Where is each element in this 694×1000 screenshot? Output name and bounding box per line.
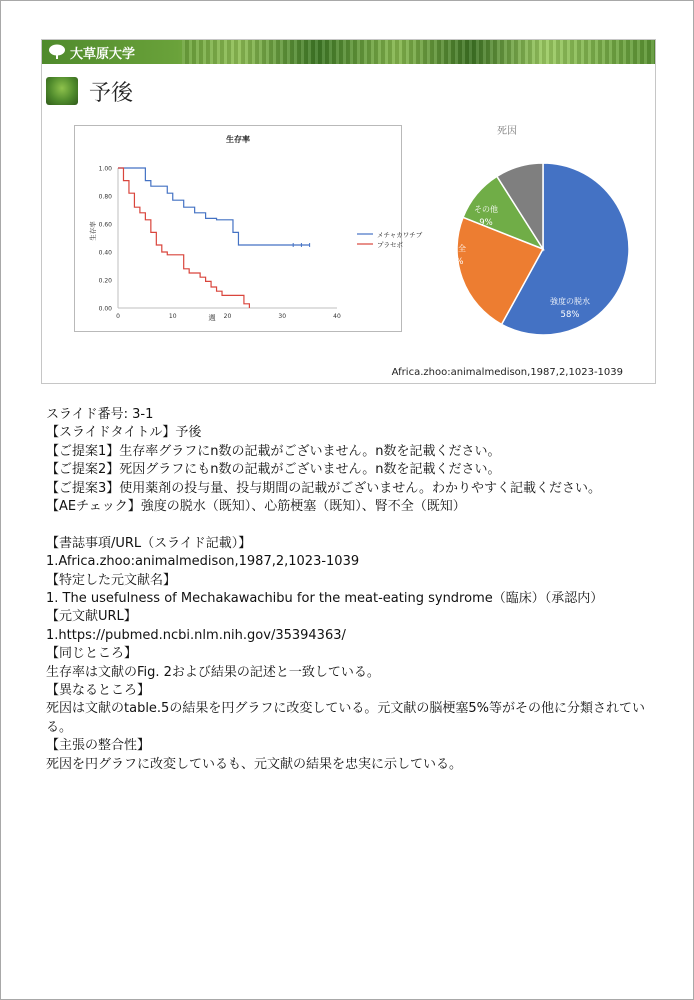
note-line: 【主張の整合性】 (46, 738, 151, 754)
pie-slice-label: その他 (474, 205, 498, 214)
note-line: スライド番号: 3-1 (46, 407, 154, 422)
blank-line (46, 516, 666, 534)
review-notes (46, 406, 666, 774)
survival-x-label: 週 (208, 314, 216, 322)
survival-y-tick-label: 1.00 (98, 165, 112, 173)
survival-x-tick-label: 10 (168, 313, 177, 320)
slide-title: 予後 (89, 81, 134, 106)
survival-chart-title: 生存率 (226, 135, 250, 144)
note-line: 【異なるところ】 (46, 683, 151, 699)
note-line: 生存率は文献のFig. 2および結果の記述と一致している。 (46, 664, 380, 680)
survival-y-label: 生存率 (89, 221, 97, 241)
note-line: 【スライドタイトル】予後 (46, 425, 202, 441)
note-line: 死因は文献のtable.5の結果を円グラフに改変している。元文献の脳梗塞5%等がその他に分類されている。 (46, 701, 645, 735)
note-line: 【同じところ】 (46, 646, 138, 662)
pie-chart-title: 死因 (497, 126, 517, 137)
survival-y-tick-label: 0.20 (98, 277, 112, 285)
pie-slice-value: 58% (560, 310, 580, 320)
pie-slice-value: 23% (432, 311, 452, 321)
tree-photo-icon (46, 77, 78, 105)
note-line: 【特定した元文献名】 (46, 572, 177, 588)
survival-chart (74, 125, 423, 332)
tree-icon (48, 44, 66, 60)
pie-slice-label: 腎不全 (442, 244, 466, 253)
university-name: 大草原大学 (70, 46, 136, 62)
note-line: 死因を円グラフに改変しているも、元文献の結果を忠実に示している。 (46, 756, 463, 772)
survival-line-placebo (118, 168, 249, 308)
survival-y-tick-label: 0.00 (98, 305, 112, 313)
survival-chart-svg (75, 126, 423, 331)
pie-slice-label: 心筋梗塞 (426, 298, 458, 307)
pie-slice-value: 10% (444, 257, 464, 267)
note-line: 【ご提案1】生存率グラフにn数の記載がございません。n数を記載ください。 (46, 443, 501, 459)
note-line: 1.Africa.zhoo:animalmedison,1987,2,1023-1039 (46, 554, 360, 570)
survival-x-tick-label: 0 (116, 313, 120, 320)
cause-of-death-chart (412, 124, 622, 344)
note-line: 【書誌事項/URL（スライド記載）】 (46, 535, 252, 551)
pie-slice-label: 強度の脱水 (550, 297, 590, 306)
legend-label-mechakawachibu: メチャカワチブ (377, 231, 423, 239)
university-logo (48, 42, 135, 62)
survival-line-mechakawachibu (118, 168, 310, 245)
slide-citation: Africa.zhoo:animalmedison,1987,2,1023-1039 (391, 367, 623, 378)
note-line: 1.https://pubmed.ncbi.nlm.nih.gov/35394363/ (46, 627, 346, 643)
slide (41, 39, 656, 384)
survival-x-tick-label: 40 (333, 313, 341, 320)
survival-x-tick-label: 30 (278, 313, 287, 320)
note-line: 【元文献URL】 (46, 609, 137, 625)
survival-y-tick-label: 0.40 (98, 249, 112, 257)
note-line: 【ご提案3】使用薬剤の投与量、投与期間の記載がございません。わかりやすく記載ください。 (46, 480, 602, 496)
cause-of-death-chart-svg (412, 124, 622, 344)
survival-x-tick-label: 20 (223, 313, 232, 320)
survival-y-tick-label: 0.80 (98, 193, 112, 201)
note-line: 【ご提案2】死因グラフにもn数の記載がございません。n数を記載ください。 (46, 462, 501, 478)
pie-slice-value: 9% (479, 218, 493, 228)
note-line: 【AEチェック】強度の脱水（既知）、心筋梗塞（既知）、腎不全（既知） (46, 499, 466, 515)
legend-label-placebo: プラセボ (377, 241, 403, 249)
note-line: 1. The usefulness of Mechakawachibu for the meat-eating syndrome（臨床）（承認内） (46, 591, 604, 607)
survival-y-tick-label: 0.60 (98, 221, 112, 229)
